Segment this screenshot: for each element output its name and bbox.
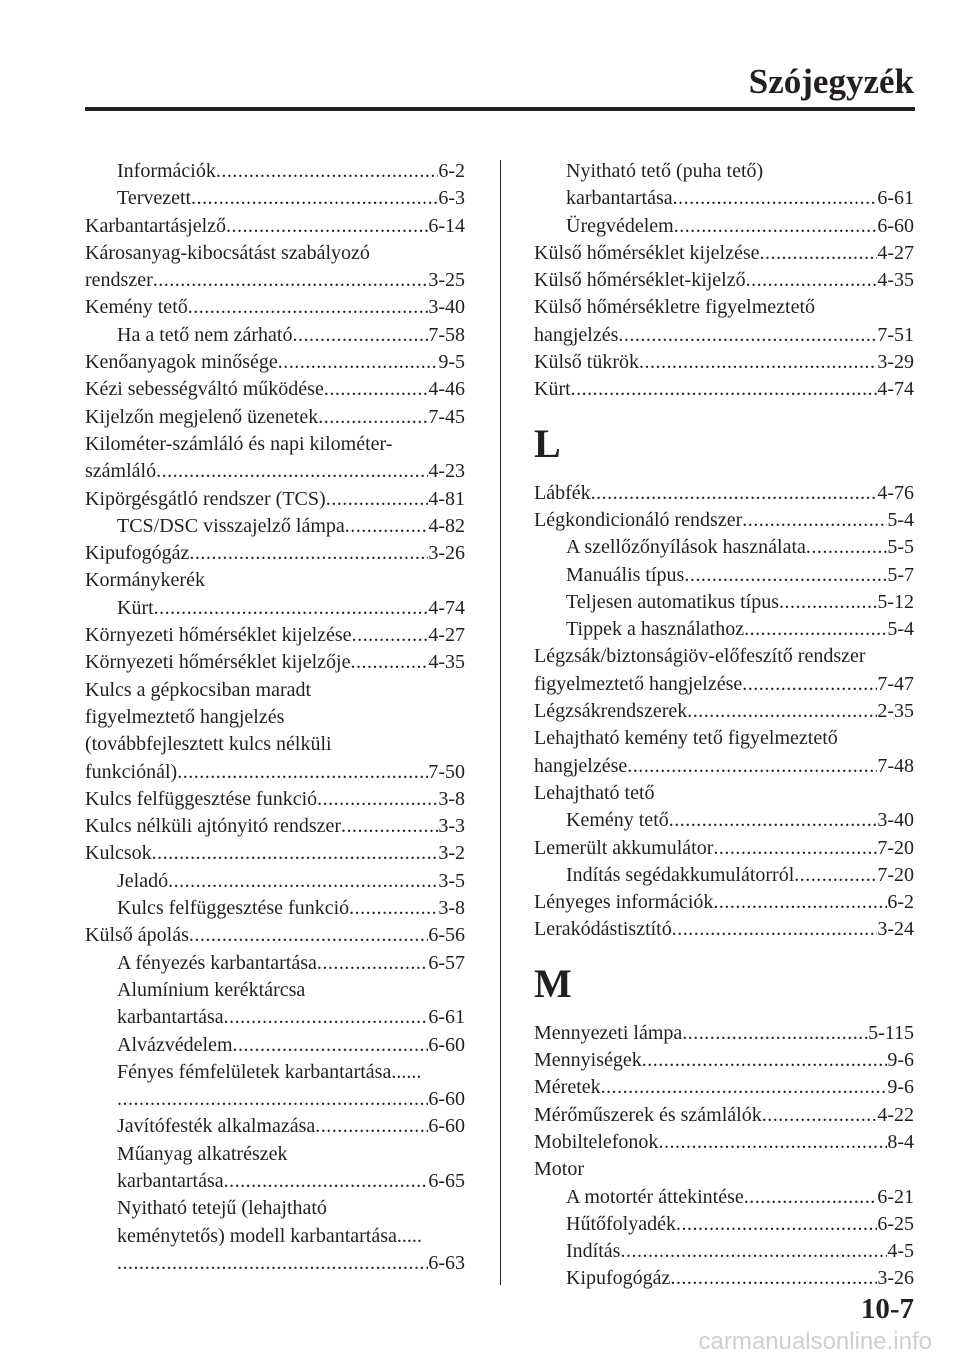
entry-label: A szellőzőnyílások használata — [566, 536, 806, 559]
entry-page-ref: 3-8 — [438, 787, 465, 810]
index-entry — [534, 213, 914, 240]
entry-label: Hűtőfolyadék — [566, 1212, 676, 1235]
entry-page-ref: 4-81 — [428, 487, 465, 510]
index-entry — [85, 922, 465, 949]
index-entry — [85, 786, 465, 813]
index-heading-line: (továbbfejlesztett kulcs nélküli — [85, 733, 332, 756]
dot-leader — [317, 786, 438, 813]
entry-page-ref: 6-25 — [877, 1212, 914, 1235]
entry-page-ref: 4-74 — [428, 596, 465, 619]
entry-label: Kürt — [117, 596, 154, 619]
entry-label: számláló — [85, 460, 157, 483]
index-entry — [534, 322, 914, 349]
index-entry — [534, 240, 914, 267]
index-entry — [85, 267, 465, 294]
index-entry — [85, 458, 465, 485]
dot-leader — [352, 622, 429, 649]
dot-leader — [156, 458, 428, 485]
index-entry — [85, 349, 465, 376]
index-entry — [534, 1211, 914, 1238]
watermark: carmanualsonline.info — [698, 1328, 932, 1355]
entry-label: Mennyiségek — [534, 1049, 642, 1072]
index-heading-line: Károsanyag-kibocsátást szabályozó — [85, 241, 370, 264]
index-entry — [85, 895, 465, 922]
entry-page-ref: 3-25 — [428, 269, 465, 292]
dot-leader — [350, 649, 428, 676]
entry-page-ref: 4-23 — [428, 460, 465, 483]
index-heading-line: Légzsák/biztonságiöv-előfeszítő rendszer — [534, 645, 866, 668]
index-entry — [534, 1102, 914, 1129]
dot-leader — [682, 1020, 868, 1047]
dot-leader — [806, 534, 887, 561]
entry-page-ref: 6-2 — [887, 891, 914, 914]
dot-leader — [189, 540, 428, 567]
dot-leader — [627, 753, 877, 780]
entry-page-ref: 6-60 — [428, 1115, 465, 1138]
dot-leader — [345, 513, 429, 540]
entry-page-ref: 5-115 — [868, 1021, 914, 1044]
dot-leader — [317, 950, 428, 977]
dot-leader — [762, 1102, 878, 1129]
dot-leader — [591, 480, 878, 507]
dot-leader — [673, 185, 878, 212]
dot-leader — [639, 349, 877, 376]
entry-label: TCS/DSC visszajelző lámpa — [117, 514, 345, 537]
entry-label: Kijelzőn megjelenő üzenetek — [85, 405, 319, 428]
index-entry — [534, 185, 914, 212]
entry-label: Ha a tető nem zárható — [117, 323, 293, 346]
entry-label: A fényezés karbantartása — [117, 951, 317, 974]
entry-label: Kulcs felfüggesztése funkció — [117, 897, 350, 920]
index-entry — [534, 562, 914, 589]
entry-label: Tippek a használathoz — [566, 618, 745, 641]
entry-page-ref: 7-48 — [877, 754, 914, 777]
entry-page-ref: 3-5 — [438, 869, 465, 892]
index-heading-line: Lehajtható kemény tető figyelmeztető — [534, 727, 838, 750]
entry-label: Kulcs felfüggesztése funkció — [85, 787, 318, 810]
entry-page-ref: 6-65 — [428, 1169, 465, 1192]
dot-leader — [779, 589, 877, 616]
entry-label: Kemény tető — [566, 809, 669, 832]
dot-leader — [571, 376, 878, 403]
dot-leader — [794, 862, 877, 889]
index-entry — [534, 862, 914, 889]
entry-label: Kipufogógáz — [85, 542, 190, 565]
entry-page-ref: 9-6 — [887, 1049, 914, 1072]
header-rule — [85, 107, 915, 111]
dot-leader — [746, 267, 878, 294]
index-entry — [85, 868, 465, 895]
entry-page-ref: 4-5 — [887, 1240, 914, 1263]
dot-leader — [168, 868, 438, 895]
entry-page-ref: 6-63 — [428, 1251, 465, 1274]
index-entry — [534, 698, 914, 725]
dot-leader — [318, 404, 428, 431]
entry-page-ref: 8-4 — [887, 1130, 914, 1153]
index-column-left — [85, 158, 465, 1277]
entry-page-ref: 6-60 — [428, 1088, 465, 1111]
entry-label: hangjelzés — [534, 323, 619, 346]
entry-label: Karbantartásjelző — [85, 214, 227, 237]
index-entry — [534, 376, 914, 403]
dot-leader — [233, 1032, 429, 1059]
entry-label: Jeladó — [117, 869, 169, 892]
entry-label: figyelmeztető hangjelzése — [534, 672, 743, 695]
entry-page-ref: 3-24 — [877, 918, 914, 941]
entry-page-ref: 9-6 — [887, 1076, 914, 1099]
dot-leader — [658, 1129, 887, 1156]
dot-leader — [152, 840, 439, 867]
entry-label: Környezeti hőmérséklet kijelzője — [85, 651, 351, 674]
dot-leader — [642, 1047, 888, 1074]
index-heading-line: Nyitható tetejű (lehajtható — [117, 1197, 327, 1220]
dot-leader — [742, 507, 887, 534]
dot-leader — [744, 616, 887, 643]
index-entry — [85, 486, 465, 513]
index-entry — [534, 1184, 914, 1211]
entry-label: Kenőanyagok minősége — [85, 351, 278, 374]
index-heading-line: figyelmeztető hangjelzés — [85, 705, 285, 728]
index-entry — [534, 889, 914, 916]
entry-label: Lábfék — [534, 481, 591, 504]
index-entry — [85, 595, 465, 622]
entry-page-ref: 3-2 — [438, 842, 465, 865]
index-entry — [85, 1113, 465, 1140]
entry-page-ref: 4-82 — [428, 514, 465, 537]
entry-page-ref: 6-57 — [428, 951, 465, 974]
index-heading-line: Alumínium keréktárcsa — [117, 978, 306, 1001]
index-heading-line: Motor — [534, 1158, 584, 1181]
index-entry — [534, 1265, 914, 1292]
entry-label: funkciónál) — [85, 760, 178, 783]
entry-page-ref: 4-35 — [428, 651, 465, 674]
entry-page-ref: 4-27 — [428, 624, 465, 647]
entry-label: Információk — [117, 160, 216, 182]
dot-leader — [341, 813, 438, 840]
index-entry — [85, 185, 465, 212]
index-heading-line: Fényes fémfelületek karbantartása...... — [117, 1060, 422, 1083]
dot-leader — [674, 213, 878, 240]
page-title: Szójegyzék — [748, 62, 914, 101]
entry-label: Teljesen automatikus típus — [566, 590, 780, 613]
entry-page-ref: 7-58 — [428, 323, 465, 346]
index-entry — [534, 1047, 914, 1074]
index-entry — [534, 589, 914, 616]
entry-page-ref: 7-47 — [877, 672, 914, 695]
entry-label: Külső ápolás — [85, 924, 189, 947]
entry-label: Tervezett — [117, 187, 192, 210]
entry-label: Kulcs nélküli ajtónyitó rendszer — [85, 815, 342, 838]
entry-label: Indítás segédakkumulátorról — [566, 863, 795, 886]
entry-label: hangjelzése — [534, 754, 628, 777]
entry-label: Kulcsok — [85, 842, 152, 865]
index-entry — [534, 349, 914, 376]
dot-leader — [618, 322, 877, 349]
dot-leader — [177, 759, 428, 786]
index-heading-line: Nyitható tető (puha tető) — [566, 160, 764, 182]
entry-page-ref: 7-51 — [877, 323, 914, 346]
index-entry — [85, 540, 465, 567]
index-heading-line: Lehajtható tető — [534, 781, 655, 804]
dot-leader — [620, 1238, 887, 1265]
index-entry — [85, 1086, 465, 1113]
index-entry — [85, 759, 465, 786]
entry-page-ref: 3-40 — [877, 809, 914, 832]
entry-page-ref: 4-74 — [877, 378, 914, 401]
index-entry — [85, 376, 465, 403]
dot-leader — [672, 916, 878, 943]
dot-leader — [601, 1074, 888, 1101]
index-entry — [534, 671, 914, 698]
dot-leader — [742, 671, 877, 698]
dot-leader — [669, 807, 878, 834]
index-entry — [85, 294, 465, 321]
dot-leader — [153, 267, 429, 294]
entry-page-ref: 3-3 — [438, 815, 465, 838]
index-entry — [534, 1129, 914, 1156]
dot-leader — [713, 889, 887, 916]
index-heading-line: Kormánykerék — [85, 569, 205, 592]
index-entry — [85, 1250, 465, 1277]
entry-label: Mobiltelefonok — [534, 1130, 659, 1153]
entry-page-ref: 3-8 — [438, 897, 465, 920]
dot-leader — [349, 895, 438, 922]
entry-label: Kézi sebességváltó működése — [85, 378, 324, 401]
index-entry — [85, 1004, 465, 1031]
dot-leader — [216, 158, 438, 185]
entry-label: Légkondicionáló rendszer — [534, 508, 743, 531]
dot-leader — [154, 595, 429, 622]
page-number: 10-7 — [860, 1293, 914, 1325]
column-divider — [500, 160, 501, 1285]
entry-page-ref: 6-56 — [428, 924, 465, 947]
entry-page-ref: 6-60 — [428, 1033, 465, 1056]
entry-label: Mennyezeti lámpa — [534, 1021, 683, 1044]
entry-page-ref: 7-20 — [877, 863, 914, 886]
entry-page-ref: 6-3 — [438, 187, 465, 210]
entry-label: karbantartása — [566, 187, 673, 210]
entry-page-ref: 4-46 — [428, 378, 465, 401]
entry-label: A motortér áttekintése — [566, 1185, 744, 1208]
entry-page-ref: 2-35 — [877, 700, 914, 723]
section-letter: L — [534, 420, 561, 466]
dot-leader — [670, 1265, 877, 1292]
entry-label: Lerakódástisztító — [534, 918, 672, 941]
entry-label: Külső hőmérséklet kijelzése — [534, 241, 760, 264]
entry-page-ref: 6-61 — [877, 187, 914, 210]
entry-page-ref: 5-5 — [887, 536, 914, 559]
entry-label: Méretek — [534, 1076, 601, 1099]
entry-label: Légzsákrendszerek — [534, 700, 688, 723]
entry-page-ref: 3-26 — [428, 542, 465, 565]
index-entry — [534, 753, 914, 780]
entry-label: Kipörgésgátló rendszer (TCS) — [85, 487, 326, 510]
index-entry — [534, 534, 914, 561]
entry-label: karbantartása — [117, 1169, 224, 1192]
entry-page-ref: 5-4 — [887, 508, 914, 531]
dot-leader — [315, 1113, 428, 1140]
index-entry — [534, 1074, 914, 1101]
index-entry — [85, 840, 465, 867]
entry-page-ref: 5-4 — [887, 618, 914, 641]
index-heading-line: keménytetős) modell karbantartása..... — [117, 1224, 422, 1247]
index-entry — [85, 404, 465, 431]
index-heading-line: Műanyag alkatrészek — [117, 1142, 288, 1165]
index-entry — [534, 807, 914, 834]
entry-page-ref: 6-14 — [428, 214, 465, 237]
entry-page-ref: 3-29 — [877, 351, 914, 374]
dot-leader — [324, 376, 429, 403]
entry-page-ref: 4-76 — [877, 481, 914, 504]
index-entry — [534, 916, 914, 943]
entry-label: Kürt — [534, 378, 571, 401]
dot-leader — [687, 698, 877, 725]
entry-page-ref: 4-35 — [877, 269, 914, 292]
index-entry — [534, 267, 914, 294]
entry-page-ref: 4-22 — [877, 1103, 914, 1126]
index-entry — [85, 622, 465, 649]
index-entry — [85, 950, 465, 977]
index-entry — [85, 213, 465, 240]
entry-label: Javítófesték alkalmazása — [117, 1115, 316, 1138]
entry-label: Környezeti hőmérséklet kijelzése — [85, 624, 352, 647]
index-entry — [85, 1168, 465, 1195]
index-entry — [534, 616, 914, 643]
dot-leader — [292, 322, 428, 349]
dot-leader — [191, 185, 438, 212]
entry-label: karbantartása — [117, 1006, 224, 1029]
index-column-right — [534, 158, 914, 1293]
entry-page-ref: 3-40 — [428, 296, 465, 319]
dot-leader — [684, 562, 887, 589]
section-letter: M — [534, 960, 572, 1006]
dot-leader — [676, 1211, 877, 1238]
entry-label: Külső tükrök — [534, 351, 639, 374]
entry-label: Manuális típus — [566, 563, 685, 586]
entry-page-ref: 7-45 — [428, 405, 465, 428]
index-entry — [85, 649, 465, 676]
dot-leader — [713, 835, 877, 862]
index-entry — [534, 507, 914, 534]
entry-page-ref: 9-5 — [438, 351, 465, 374]
dot-leader — [188, 294, 429, 321]
entry-page-ref: 7-20 — [877, 836, 914, 859]
entry-label: Külső hőmérséklet-kijelző — [534, 269, 746, 292]
entry-page-ref: 6-61 — [428, 1006, 465, 1029]
dot-leader — [117, 1250, 428, 1277]
entry-page-ref: 6-21 — [877, 1185, 914, 1208]
entry-label: rendszer — [85, 269, 153, 292]
entry-page-ref: 7-50 — [428, 760, 465, 783]
entry-page-ref: 3-26 — [877, 1267, 914, 1290]
entry-label: Lényeges információk — [534, 891, 714, 914]
entry-page-ref: 5-12 — [877, 590, 914, 613]
index-entry — [534, 835, 914, 862]
entry-label: Kipufogógáz — [566, 1267, 671, 1290]
index-entry — [85, 813, 465, 840]
entry-label: Kemény tető — [85, 296, 188, 319]
index-entry — [85, 158, 465, 185]
entry-page-ref: 6-60 — [877, 214, 914, 237]
dot-leader — [760, 240, 878, 267]
dot-leader — [224, 1168, 429, 1195]
entry-label: Alvázvédelem — [117, 1033, 233, 1056]
index-entry — [85, 513, 465, 540]
entry-page-ref: 5-7 — [887, 563, 914, 586]
index-entry — [534, 1020, 914, 1047]
dot-leader — [224, 1004, 429, 1031]
entry-page-ref: 6-2 — [438, 160, 465, 182]
index-entry — [85, 322, 465, 349]
entry-page-ref: 4-27 — [877, 241, 914, 264]
index-entry — [534, 480, 914, 507]
entry-label: Üregvédelem — [566, 214, 674, 237]
dot-leader — [326, 486, 429, 513]
dot-leader — [744, 1184, 878, 1211]
entry-label: Indítás — [566, 1240, 621, 1263]
index-heading-line: Külső hőmérsékletre figyelmeztető — [534, 296, 816, 319]
dot-leader — [189, 922, 428, 949]
index-entry — [534, 1238, 914, 1265]
entry-label: Mérőműszerek és számlálók — [534, 1103, 762, 1126]
dot-leader — [117, 1086, 428, 1113]
dot-leader — [226, 213, 428, 240]
index-heading-line: Kulcs a gépkocsiban maradt — [85, 678, 312, 701]
index-heading-line: Kilométer-számláló és napi kilométer- — [85, 432, 393, 455]
index-entry — [85, 1032, 465, 1059]
dot-leader — [278, 349, 439, 376]
entry-label: Lemerült akkumulátor — [534, 836, 714, 859]
